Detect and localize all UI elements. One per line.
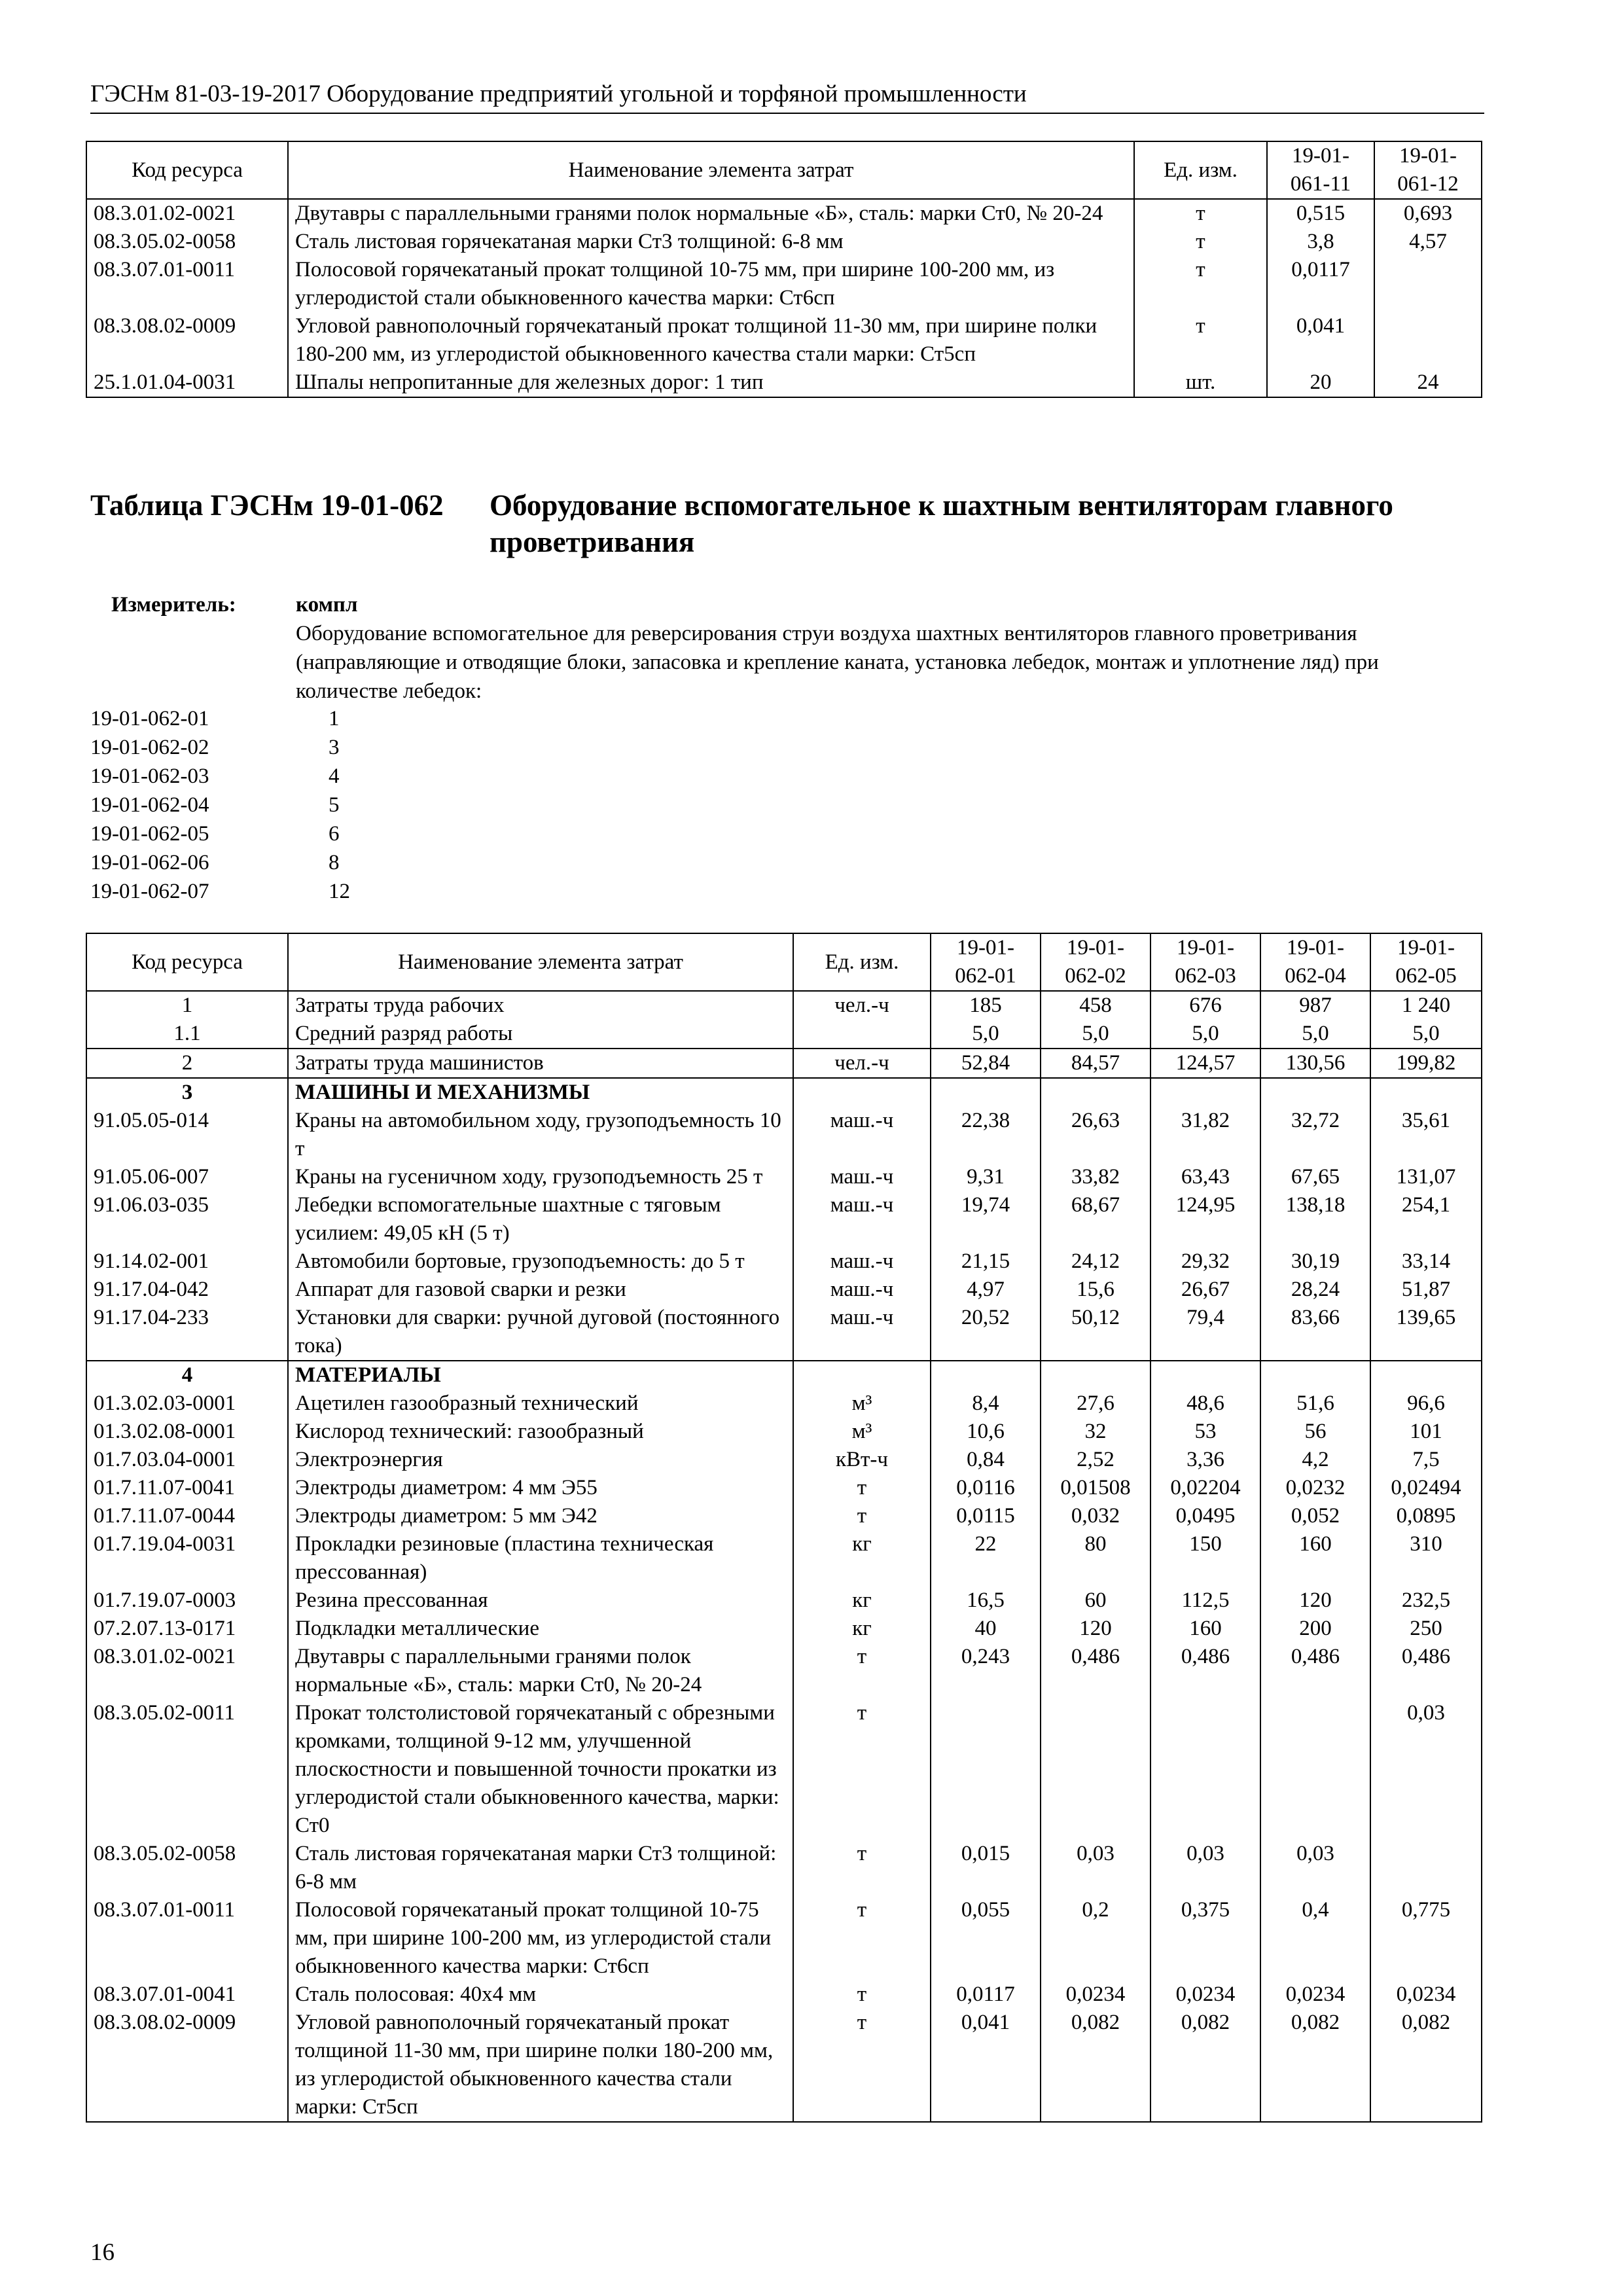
table-row [86, 1643, 1482, 1699]
value-062-05: 250 [1370, 1615, 1482, 1643]
resource-code: 08.3.01.02-0021 [86, 199, 288, 228]
resource-name: МАШИНЫ И МЕХАНИЗМЫ [288, 1078, 793, 1107]
col-header-code: Код ресурса [86, 933, 288, 991]
value-062-01: 21,15 [931, 1247, 1041, 1276]
value-062-04 [1260, 1078, 1370, 1107]
resource-code: 08.3.07.01-0011 [86, 1896, 288, 1981]
resource-code: 01.7.19.07-0003 [86, 1587, 288, 1615]
value-062-03: 5,0 [1150, 1020, 1260, 1049]
value-062-05: 96,6 [1370, 1390, 1482, 1418]
col-header-name: Наименование элемента затрат [288, 933, 793, 991]
resource-unit: т [793, 1699, 931, 1840]
value-062-04: 987 [1260, 991, 1370, 1020]
resource-name: Лебедки вспомогательные шахтные с тяговым усилием: 49,05 кН (5 т) [288, 1191, 793, 1247]
resource-code: 01.7.19.04-0031 [86, 1530, 288, 1587]
value-062-02: 2,52 [1041, 1446, 1150, 1474]
resource-unit: кг [793, 1530, 931, 1587]
value-062-05: 131,07 [1370, 1163, 1482, 1191]
value-062-04: 4,2 [1260, 1446, 1370, 1474]
value-062-02: 0,486 [1041, 1643, 1150, 1699]
value-061-11: 0,515 [1267, 199, 1374, 228]
norm-item-winch-count: 4 [329, 764, 340, 788]
value-062-03: 63,43 [1150, 1163, 1260, 1191]
value-062-05: 0,0895 [1370, 1502, 1482, 1530]
norm-item-winch-count: 6 [329, 822, 340, 846]
norm-item-code: 19-01-062-04 [90, 793, 209, 817]
resource-unit: т [793, 1502, 931, 1530]
value-061-11: 0,041 [1267, 312, 1374, 368]
value-062-05: 1 240 [1370, 991, 1482, 1020]
table-row [86, 1049, 1482, 1078]
col-header-061-11: 19-01-061-11 [1267, 141, 1374, 199]
value-062-04: 30,19 [1260, 1247, 1370, 1276]
table-row [86, 1502, 1482, 1530]
value-062-05: 254,1 [1370, 1191, 1482, 1247]
resource-table-061 [86, 141, 1482, 398]
norm-item-winch-count: 8 [329, 851, 340, 874]
value-062-05: 0,03 [1370, 1699, 1482, 1840]
value-062-03: 150 [1150, 1530, 1260, 1587]
value-062-03: 160 [1150, 1615, 1260, 1643]
resource-unit: т [793, 1474, 931, 1502]
resource-name: Сталь полосовая: 40х4 мм [288, 1981, 793, 2009]
table-row [86, 1474, 1482, 1502]
value-062-04: 138,18 [1260, 1191, 1370, 1247]
resource-name: Сталь листовая горячекатаная марки Ст3 толщиной: 6-8 мм [288, 228, 1134, 256]
value-062-03: 31,82 [1150, 1107, 1260, 1163]
value-062-05: 310 [1370, 1530, 1482, 1587]
value-062-04: 0,0234 [1260, 1981, 1370, 2009]
table-label: Таблица ГЭСНм 19-01-062 [90, 489, 444, 522]
value-062-02: 27,6 [1041, 1390, 1150, 1418]
value-062-04: 0,4 [1260, 1896, 1370, 1981]
resource-unit: т [1134, 256, 1267, 312]
value-061-12 [1374, 256, 1482, 312]
value-062-04: 130,56 [1260, 1049, 1370, 1078]
resource-code: 91.14.02-001 [86, 1247, 288, 1276]
resource-code: 08.3.08.02-0009 [86, 2009, 288, 2122]
col-header-062-02: 19-01-062-02 [1041, 933, 1150, 991]
value-062-02 [1041, 1078, 1150, 1107]
resource-unit: т [793, 1643, 931, 1699]
value-062-01: 0,0117 [931, 1981, 1041, 2009]
value-062-05: 35,61 [1370, 1107, 1482, 1163]
value-062-02: 458 [1041, 991, 1150, 1020]
resource-unit: м³ [793, 1418, 931, 1446]
resource-unit: т [1134, 312, 1267, 368]
value-062-02: 26,63 [1041, 1107, 1150, 1163]
value-062-05 [1370, 1840, 1482, 1896]
resource-code: 2 [86, 1049, 288, 1078]
table-row [86, 1840, 1482, 1896]
resource-name: Прокат толстолистовой горячекатаный с обрезными кромками, толщиной 9-12 мм, улучшенной плоскостности и повышенной точности прокатки из углеродистой стали обыкновенного качества, марки: Ст0 [288, 1699, 793, 1840]
value-062-01: 16,5 [931, 1587, 1041, 1615]
resource-code: 08.3.01.02-0021 [86, 1643, 288, 1699]
value-062-01: 40 [931, 1615, 1041, 1643]
value-062-03: 26,67 [1150, 1276, 1260, 1304]
table-row [86, 368, 1482, 397]
resource-unit: маш.-ч [793, 1276, 931, 1304]
value-062-04: 120 [1260, 1587, 1370, 1615]
value-062-03: 112,5 [1150, 1587, 1260, 1615]
value-062-03: 29,32 [1150, 1247, 1260, 1276]
resource-unit: маш.-ч [793, 1107, 931, 1163]
value-062-04: 56 [1260, 1418, 1370, 1446]
resource-code: 91.06.03-035 [86, 1191, 288, 1247]
col-header-unit: Ед. изм. [793, 933, 931, 991]
resource-name: Резина прессованная [288, 1587, 793, 1615]
resource-code: 01.7.11.07-0044 [86, 1502, 288, 1530]
table-row [86, 1276, 1482, 1304]
table-row [86, 1896, 1482, 1981]
value-062-01: 22 [931, 1530, 1041, 1587]
table-row [86, 1446, 1482, 1474]
resource-unit [793, 1020, 931, 1049]
value-062-04: 67,65 [1260, 1163, 1370, 1191]
norm-item-list [90, 704, 350, 906]
resource-code: 08.3.08.02-0009 [86, 312, 288, 368]
resource-unit: т [1134, 228, 1267, 256]
resource-name: Двутавры с параллельными гранями полок нормальные «Б», сталь: марки Ст0, № 20-24 [288, 199, 1134, 228]
resource-unit: маш.-ч [793, 1163, 931, 1191]
resource-unit: маш.-ч [793, 1191, 931, 1247]
table-row [86, 1107, 1482, 1163]
value-062-01: 0,015 [931, 1840, 1041, 1896]
resource-code: 91.05.05-014 [86, 1107, 288, 1163]
table-row [86, 1304, 1482, 1361]
value-062-02: 15,6 [1041, 1276, 1150, 1304]
col-header-name: Наименование элемента затрат [288, 141, 1134, 199]
value-062-05: 199,82 [1370, 1049, 1482, 1078]
value-061-12 [1374, 312, 1482, 368]
table-row [86, 991, 1482, 1020]
table-row [86, 1615, 1482, 1643]
resource-table-062 [86, 933, 1482, 2123]
value-062-04: 5,0 [1260, 1020, 1370, 1049]
value-062-02: 5,0 [1041, 1020, 1150, 1049]
value-062-03: 124,95 [1150, 1191, 1260, 1247]
value-062-01: 0,041 [931, 2009, 1041, 2122]
value-062-01: 20,52 [931, 1304, 1041, 1361]
value-062-01: 8,4 [931, 1390, 1041, 1418]
resource-code: 1.1 [86, 1020, 288, 1049]
resource-unit [793, 1361, 931, 1390]
value-062-02: 0,082 [1041, 2009, 1150, 2122]
value-062-03 [1150, 1699, 1260, 1840]
resource-unit: т [793, 1840, 931, 1896]
resource-unit: м³ [793, 1390, 931, 1418]
resource-code: 08.3.05.02-0058 [86, 1840, 288, 1896]
value-062-03: 124,57 [1150, 1049, 1260, 1078]
page-number: 16 [90, 2239, 115, 2266]
col-header-code: Код ресурса [86, 141, 288, 199]
value-062-01: 0,84 [931, 1446, 1041, 1474]
value-062-03 [1150, 1078, 1260, 1107]
value-062-04: 28,24 [1260, 1276, 1370, 1304]
value-062-01: 0,0116 [931, 1474, 1041, 1502]
value-062-04: 0,03 [1260, 1840, 1370, 1896]
resource-name: Электроды диаметром: 4 мм Э55 [288, 1474, 793, 1502]
value-062-02: 32 [1041, 1418, 1150, 1446]
value-062-05: 0,082 [1370, 2009, 1482, 2122]
table-row [86, 1191, 1482, 1247]
table-row [86, 228, 1482, 256]
table-row [86, 1361, 1482, 1390]
resource-unit: кг [793, 1587, 931, 1615]
norm-item-code: 19-01-062-03 [90, 764, 209, 788]
resource-unit: чел.-ч [793, 1049, 931, 1078]
value-062-05 [1370, 1078, 1482, 1107]
value-062-01: 22,38 [931, 1107, 1041, 1163]
resource-code: 07.2.07.13-0171 [86, 1615, 288, 1643]
table-row [86, 1981, 1482, 2009]
resource-unit: т [793, 1896, 931, 1981]
resource-name: Подкладки металлические [288, 1615, 793, 1643]
value-062-03: 676 [1150, 991, 1260, 1020]
col-header-062-04: 19-01-062-04 [1260, 933, 1370, 991]
col-header-unit: Ед. изм. [1134, 141, 1267, 199]
value-062-02: 84,57 [1041, 1049, 1150, 1078]
resource-code: 08.3.05.02-0011 [86, 1699, 288, 1840]
page-header: ГЭСНм 81-03-19-2017 Оборудование предприятий угольной и торфяной промышленности [90, 77, 1484, 114]
value-062-05: 101 [1370, 1418, 1482, 1446]
resource-name: Угловой равнополочный горячекатаный прокат толщиной 11-30 мм, при ширине полки 180-200 мм, из углеродистой обыкновенного качества стали марки: Ст5сп [288, 312, 1134, 368]
value-062-04: 0,082 [1260, 2009, 1370, 2122]
value-062-01 [931, 1699, 1041, 1840]
norm-item-winch-count: 12 [329, 880, 350, 903]
value-061-12: 0,693 [1374, 199, 1482, 228]
value-062-05: 0,02494 [1370, 1474, 1482, 1502]
value-062-02: 0,03 [1041, 1840, 1150, 1896]
resource-unit: шт. [1134, 368, 1267, 397]
value-062-04: 0,486 [1260, 1643, 1370, 1699]
value-062-02: 0,2 [1041, 1896, 1150, 1981]
norm-item [90, 791, 350, 819]
value-062-01: 9,31 [931, 1163, 1041, 1191]
value-062-01: 0,243 [931, 1643, 1041, 1699]
value-062-04: 51,6 [1260, 1390, 1370, 1418]
resource-code: 91.17.04-233 [86, 1304, 288, 1361]
value-062-03: 0,082 [1150, 2009, 1260, 2122]
table-row [86, 1530, 1482, 1587]
value-062-01 [931, 1361, 1041, 1390]
value-061-12: 4,57 [1374, 228, 1482, 256]
value-062-03: 0,0234 [1150, 1981, 1260, 2009]
resource-code: 1 [86, 991, 288, 1020]
resource-code: 08.3.07.01-0011 [86, 256, 288, 312]
value-062-05: 51,87 [1370, 1276, 1482, 1304]
value-062-01 [931, 1078, 1041, 1107]
resource-unit: маш.-ч [793, 1304, 931, 1361]
value-062-05: 0,0234 [1370, 1981, 1482, 2009]
resource-name: Кислород технический: газообразный [288, 1418, 793, 1446]
norm-item-winch-count: 1 [329, 707, 340, 730]
value-062-03 [1150, 1361, 1260, 1390]
value-062-04: 83,66 [1260, 1304, 1370, 1361]
resource-code: 01.7.11.07-0041 [86, 1474, 288, 1502]
value-062-05: 0,775 [1370, 1896, 1482, 1981]
resource-name: Краны на автомобильном ходу, грузоподъемность 10 т [288, 1107, 793, 1163]
resource-unit: т [793, 2009, 931, 2122]
norm-item [90, 762, 350, 791]
resource-unit: кг [793, 1615, 931, 1643]
value-062-01: 5,0 [931, 1020, 1041, 1049]
resource-name: МАТЕРИАЛЫ [288, 1361, 793, 1390]
resource-unit: маш.-ч [793, 1247, 931, 1276]
resource-unit: т [1134, 199, 1267, 228]
value-062-02: 24,12 [1041, 1247, 1150, 1276]
table-row [86, 199, 1482, 228]
value-062-01: 10,6 [931, 1418, 1041, 1446]
norm-item [90, 819, 350, 848]
norm-item [90, 877, 350, 906]
resource-code: 3 [86, 1078, 288, 1107]
value-062-04: 0,052 [1260, 1502, 1370, 1530]
value-062-05: 232,5 [1370, 1587, 1482, 1615]
norm-item-winch-count: 5 [329, 793, 340, 817]
value-062-04: 32,72 [1260, 1107, 1370, 1163]
value-062-02 [1041, 1699, 1150, 1840]
value-061-11: 20 [1267, 368, 1374, 397]
value-062-05: 0,486 [1370, 1643, 1482, 1699]
value-062-01: 185 [931, 991, 1041, 1020]
meter-value: компл [296, 593, 358, 617]
value-062-04 [1260, 1361, 1370, 1390]
value-062-02: 50,12 [1041, 1304, 1150, 1361]
value-062-03: 3,36 [1150, 1446, 1260, 1474]
value-062-05: 33,14 [1370, 1247, 1482, 1276]
value-061-12: 24 [1374, 368, 1482, 397]
value-062-04: 0,0232 [1260, 1474, 1370, 1502]
value-062-02: 68,67 [1041, 1191, 1150, 1247]
resource-name: Затраты труда рабочих [288, 991, 793, 1020]
table-row [86, 1078, 1482, 1107]
value-061-11: 0,0117 [1267, 256, 1374, 312]
resource-code: 4 [86, 1361, 288, 1390]
resource-code: 01.3.02.08-0001 [86, 1418, 288, 1446]
value-062-02: 0,0234 [1041, 1981, 1150, 2009]
value-062-02: 33,82 [1041, 1163, 1150, 1191]
resource-name: Двутавры с параллельными гранями полок нормальные «Б», сталь: марки Ст0, № 20-24 [288, 1643, 793, 1699]
norm-item-code: 19-01-062-07 [90, 880, 209, 903]
value-062-01: 0,0115 [931, 1502, 1041, 1530]
col-header-061-12: 19-01-061-12 [1374, 141, 1482, 199]
value-062-02: 80 [1041, 1530, 1150, 1587]
col-header-062-03: 19-01-062-03 [1150, 933, 1260, 991]
col-header-062-01: 19-01-062-01 [931, 933, 1041, 991]
table-row [86, 256, 1482, 312]
value-062-05: 139,65 [1370, 1304, 1482, 1361]
norm-item-winch-count: 3 [329, 736, 340, 759]
resource-name: Средний разряд работы [288, 1020, 793, 1049]
table-row [86, 1390, 1482, 1418]
resource-name: Затраты труда машинистов [288, 1049, 793, 1078]
table-row [86, 1587, 1482, 1615]
resource-code: 91.17.04-042 [86, 1276, 288, 1304]
value-062-03: 0,03 [1150, 1840, 1260, 1896]
resource-code: 08.3.07.01-0041 [86, 1981, 288, 2009]
value-062-02 [1041, 1361, 1150, 1390]
norm-item-code: 19-01-062-05 [90, 822, 209, 846]
value-062-03: 0,486 [1150, 1643, 1260, 1699]
value-062-02: 0,01508 [1041, 1474, 1150, 1502]
value-062-01: 0,055 [931, 1896, 1041, 1981]
value-062-01: 19,74 [931, 1191, 1041, 1247]
table-row [86, 1020, 1482, 1049]
value-061-11: 3,8 [1267, 228, 1374, 256]
value-062-04 [1260, 1699, 1370, 1840]
resource-name: Сталь листовая горячекатаная марки Ст3 толщиной: 6-8 мм [288, 1840, 793, 1896]
value-062-01: 52,84 [931, 1049, 1041, 1078]
value-062-03: 53 [1150, 1418, 1260, 1446]
resource-name: Угловой равнополочный горячекатаный прокат толщиной 11-30 мм, при ширине полки 180-200 мм, из углеродистой обыкновенного качества стали марки: Ст5сп [288, 2009, 793, 2122]
value-062-04: 160 [1260, 1530, 1370, 1587]
resource-name: Полосовой горячекатаный прокат толщиной 10-75 мм, при ширине 100-200 мм, из углеродистой стали обыкновенного качества марки: Ст6сп [288, 1896, 793, 1981]
norm-item [90, 733, 350, 762]
norm-item [90, 848, 350, 877]
resource-unit: кВт-ч [793, 1446, 931, 1474]
resource-name: Электроды диаметром: 5 мм Э42 [288, 1502, 793, 1530]
value-062-01: 4,97 [931, 1276, 1041, 1304]
resource-code: 01.3.02.03-0001 [86, 1390, 288, 1418]
table-row [86, 1418, 1482, 1446]
resource-name: Полосовой горячекатаный прокат толщиной 10-75 мм, при ширине 100-200 мм, из углеродистой стали обыкновенного качества марки: Ст6сп [288, 256, 1134, 312]
value-062-03: 0,375 [1150, 1896, 1260, 1981]
resource-unit: чел.-ч [793, 991, 931, 1020]
norm-item-code: 19-01-062-01 [90, 707, 209, 730]
table-row [86, 1699, 1482, 1840]
resource-name: Прокладки резиновые (пластина техническая прессованная) [288, 1530, 793, 1587]
resource-name: Краны на гусеничном ходу, грузоподъемность 25 т [288, 1163, 793, 1191]
meter-label: Измеритель: [111, 593, 236, 617]
resource-code: 25.1.01.04-0031 [86, 368, 288, 397]
value-062-03: 48,6 [1150, 1390, 1260, 1418]
table-row [86, 1247, 1482, 1276]
resource-name: Ацетилен газообразный технический [288, 1390, 793, 1418]
value-062-05: 5,0 [1370, 1020, 1482, 1049]
resource-unit [793, 1078, 931, 1107]
value-062-02: 120 [1041, 1615, 1150, 1643]
resource-name: Шпалы непропитанные для железных дорог: 1 тип [288, 368, 1134, 397]
value-062-04: 200 [1260, 1615, 1370, 1643]
value-062-02: 60 [1041, 1587, 1150, 1615]
resource-name: Аппарат для газовой сварки и резки [288, 1276, 793, 1304]
value-062-02: 0,032 [1041, 1502, 1150, 1530]
col-header-062-05: 19-01-062-05 [1370, 933, 1482, 991]
norm-item [90, 704, 350, 733]
table-title: Оборудование вспомогательное к шахтным вентиляторам главного проветривания [490, 489, 1393, 558]
resource-code: 91.05.06-007 [86, 1163, 288, 1191]
resource-unit: т [793, 1981, 931, 2009]
table-row [86, 1163, 1482, 1191]
value-062-05 [1370, 1361, 1482, 1390]
value-062-03: 79,4 [1150, 1304, 1260, 1361]
resource-name: Электроэнергия [288, 1446, 793, 1474]
meter-description: Оборудование вспомогательное для реверсирования струи воздуха шахтных вентиляторов главного проветривания (направляющие и отводящие блоки, запасовка и крепление каната, установка лебедок, монтаж и уплотнение ляд) при количестве лебедок: [296, 622, 1379, 703]
value-062-03: 0,02204 [1150, 1474, 1260, 1502]
value-062-05: 7,5 [1370, 1446, 1482, 1474]
norm-item-code: 19-01-062-02 [90, 736, 209, 759]
resource-code: 08.3.05.02-0058 [86, 228, 288, 256]
resource-name: Автомобили бортовые, грузоподъемность: до 5 т [288, 1247, 793, 1276]
value-062-03: 0,0495 [1150, 1502, 1260, 1530]
resource-name: Установки для сварки: ручной дуговой (постоянного тока) [288, 1304, 793, 1361]
norm-item-code: 19-01-062-06 [90, 851, 209, 874]
resource-code: 01.7.03.04-0001 [86, 1446, 288, 1474]
table-row [86, 2009, 1482, 2122]
table-row [86, 312, 1482, 368]
